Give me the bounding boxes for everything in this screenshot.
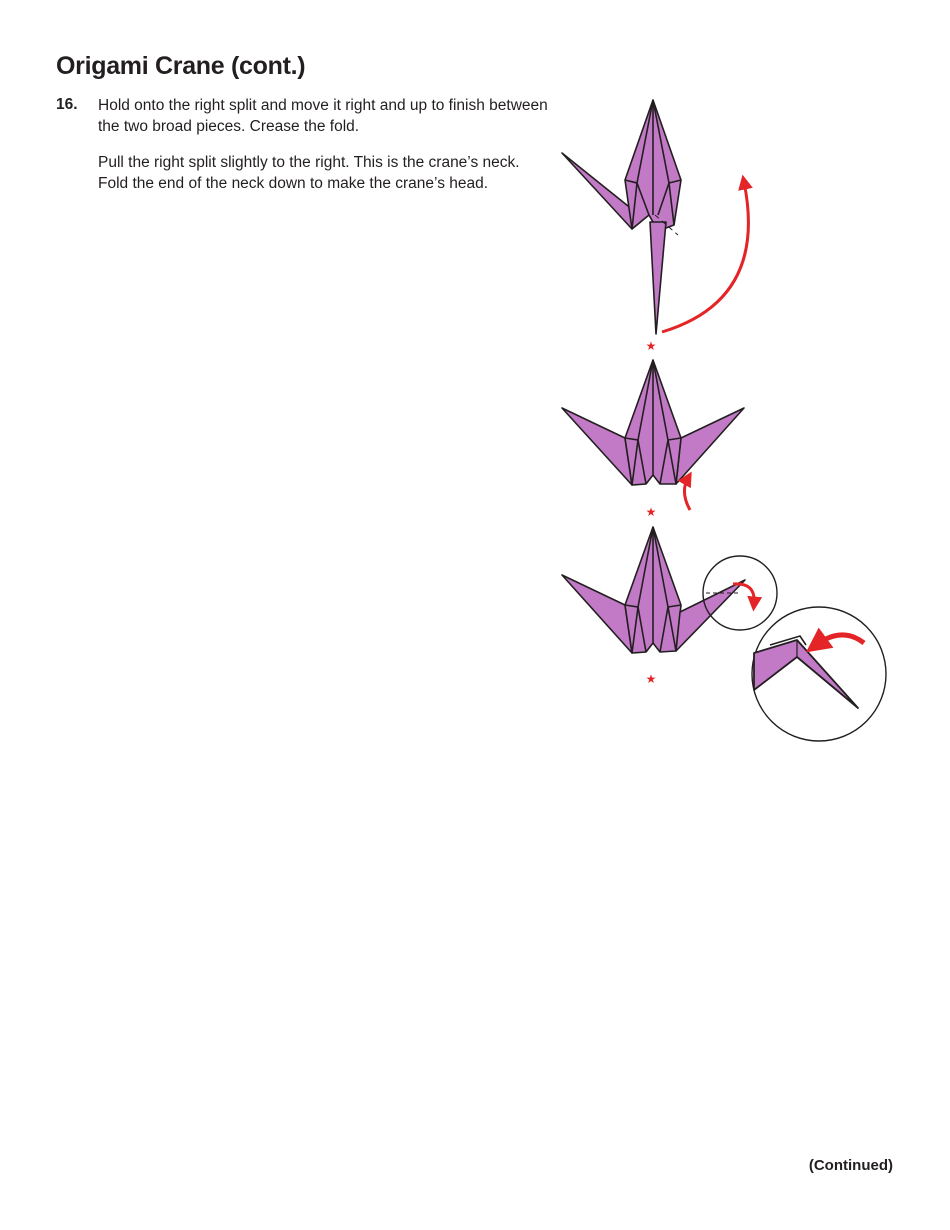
star-marker-icon: ★ bbox=[645, 505, 657, 519]
continued-label: (Continued) bbox=[808, 1157, 893, 1174]
star-marker-icon: ★ bbox=[645, 672, 657, 686]
star-marker-icon: ★ bbox=[645, 339, 657, 353]
crane-step-a-illustration bbox=[562, 100, 681, 334]
step-instruction-2: Pull the right split slightly to the right. This is the crane’s neck. Fold the end of the neck down to make the crane’s head. bbox=[98, 154, 520, 192]
crane-fold-diagram bbox=[545, 90, 905, 750]
step-instruction-1: Hold onto the right split and move it right and up to finish between the two broad pieces. Crease the fold. bbox=[98, 97, 548, 135]
crane-step-c-illustration bbox=[562, 527, 745, 653]
zoom-detail-illustration bbox=[752, 607, 886, 741]
step-number: 16. bbox=[56, 96, 78, 113]
fold-arrow-icon bbox=[684, 478, 690, 510]
page-title: Origami Crane (cont.) bbox=[56, 52, 306, 80]
crane-step-b-illustration bbox=[562, 360, 744, 485]
